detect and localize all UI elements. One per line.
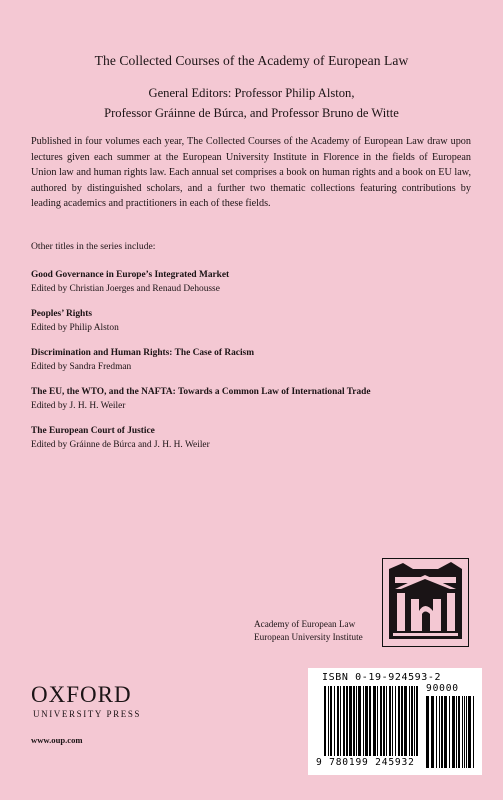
series-description: Published in four volumes each year, The Collected Courses of the Academy of European Law draw upon lectures given each summer at the European University Institute in Florence in the fields of European Union law and human rights law. Each annual set comprises a book on human rights and a book on EU law, authored by distinguished scholars, and a further two thematic collections featuring contributions by leading academics and practitioners in each of these fields. [31,136,471,210]
ean-number: 9 780199 245932 [316,757,415,768]
list-item [31,385,481,413]
list-item [31,268,481,296]
building-emblem-icon [383,559,468,646]
editors-line-2: Professor Gráinne de Búrca, and Professor Bruno de Witte [104,106,399,120]
editors-line-1: General Editors: Professor Philip Alston, [148,86,355,100]
series-title: The Collected Courses of the Academy of European Law [94,53,409,68]
list-item [31,307,481,335]
list-item [31,346,481,374]
other-titles-heading: Other titles in the series include: [31,241,156,252]
book-title: Discrimination and Human Rights: The Case of Racism [31,348,255,358]
publisher-subname: UNIVERSITY PRESS [33,709,142,719]
barcode [308,668,482,775]
institute-name: European University Institute [254,632,363,642]
book-editors: Edited by Christian Joerges and Renaud Dehousse [31,284,220,294]
publisher-website[interactable]: www.oup.com [31,735,83,745]
book-editors: Edited by J. H. H. Weiler [31,401,126,411]
price-addon-label: 90000 [426,683,459,694]
academy-logo [382,558,469,647]
book-editors: Edited by Philip Alston [31,323,119,333]
publisher-logo: OXFORD [31,682,132,707]
book-title: The European Court of Justice [31,426,155,436]
book-title: The EU, the WTO, and the NAFTA: Towards a Common Law of International Trade [31,387,371,397]
academy-credit [254,618,363,644]
book-title: Good Governance in Europe’s Integrated Market [31,270,230,280]
academy-name: Academy of European Law [254,619,356,629]
list-item [31,424,481,452]
book-editors: Edited by Gráinne de Búrca and J. H. H. Weiler [31,440,210,450]
general-editors [0,83,503,123]
book-editors: Edited by Sandra Fredman [31,362,132,372]
book-title: Peoples’ Rights [31,309,93,319]
isbn-label: ISBN 0-19-924593-2 [322,672,442,683]
title-list [31,268,481,463]
